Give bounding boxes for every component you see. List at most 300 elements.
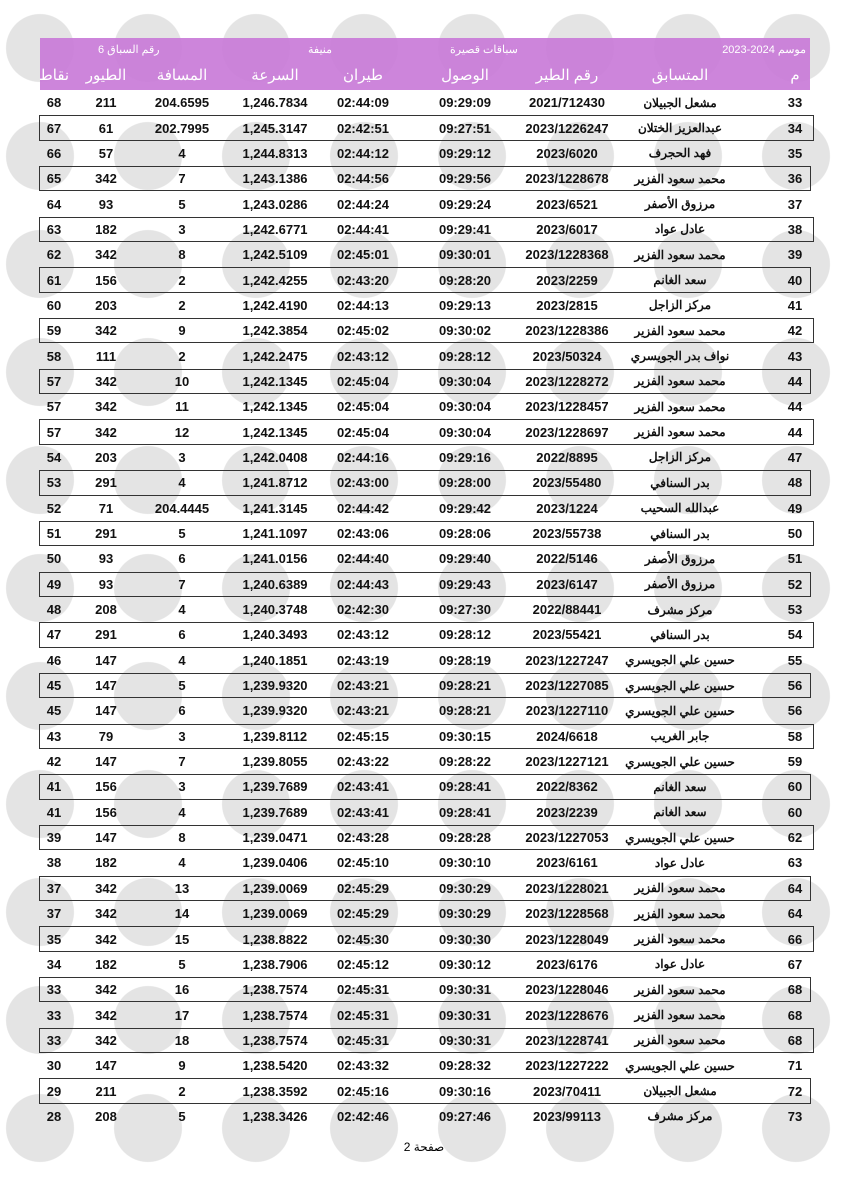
cell-distance: 7 xyxy=(178,171,186,187)
cell-competitor: عادل عواد xyxy=(654,855,706,870)
cell-points: 45 xyxy=(46,678,62,694)
col-arrival: الوصول xyxy=(441,67,489,84)
cell-rank: 35 xyxy=(787,145,803,161)
cell-rank: 34 xyxy=(787,120,803,136)
cell-birds: 342 xyxy=(95,906,117,922)
cell-points: 43 xyxy=(46,728,62,744)
table-row xyxy=(39,1028,814,1053)
cell-ring: 2023/1228021 xyxy=(525,880,609,896)
table-row xyxy=(39,876,811,901)
cell-rank: 44 xyxy=(787,424,803,440)
cell-speed: 1,238.3592 xyxy=(242,1083,308,1099)
cell-speed: 1,240.3493 xyxy=(242,627,308,643)
cell-speed: 1,243.0286 xyxy=(242,196,308,212)
cell-arrival: 09:30:04 xyxy=(438,424,492,440)
cell-points: 60 xyxy=(46,297,62,313)
cell-points: 67 xyxy=(46,120,62,136)
cell-arrival: 09:28:22 xyxy=(438,754,492,770)
cell-speed: 1,239.0471 xyxy=(242,830,308,846)
cell-ring: 2023/1228046 xyxy=(525,982,609,998)
cell-flight: 02:43:12 xyxy=(336,348,390,364)
cell-flight: 02:44:56 xyxy=(336,171,390,187)
race-type-label: سباقات قصيرة xyxy=(450,44,518,56)
cell-birds: 147 xyxy=(95,1058,117,1074)
table-row xyxy=(39,267,811,292)
cell-distance: 7 xyxy=(178,576,186,592)
cell-flight: 02:44:43 xyxy=(336,576,390,592)
cell-competitor: عبدالله السحيب xyxy=(640,501,720,516)
cell-rank: 59 xyxy=(787,754,803,770)
table-row xyxy=(40,749,810,774)
table-row xyxy=(40,648,810,673)
cell-competitor: محمد سعود الفزير xyxy=(634,1033,726,1048)
cell-distance: 3 xyxy=(178,728,186,744)
cell-competitor: حسين علي الجويسري xyxy=(625,830,735,845)
cell-distance: 4 xyxy=(178,855,186,871)
cell-birds: 147 xyxy=(95,652,117,668)
table-row xyxy=(39,724,814,749)
cell-points: 57 xyxy=(46,373,62,389)
cell-birds: 291 xyxy=(95,526,117,542)
cell-speed: 1,241.8712 xyxy=(242,475,308,491)
season-label: موسم 2024-2023 xyxy=(722,44,806,56)
cell-competitor: محمد سعود الفزير xyxy=(634,1008,726,1023)
cell-points: 42 xyxy=(46,754,62,770)
cell-competitor: حسين علي الجويسري xyxy=(625,1058,735,1073)
table-row xyxy=(40,445,810,470)
cell-rank: 47 xyxy=(787,449,803,465)
cell-distance: 4 xyxy=(178,475,186,491)
cell-arrival: 09:28:41 xyxy=(438,779,492,795)
cell-flight: 02:44:41 xyxy=(336,221,390,237)
cell-arrival: 09:29:56 xyxy=(438,171,492,187)
cell-points: 47 xyxy=(46,627,62,643)
cell-points: 41 xyxy=(46,779,62,795)
cell-distance: 6 xyxy=(178,627,186,643)
cell-competitor: مرزوق الأصفر xyxy=(644,197,716,212)
cell-arrival: 09:30:02 xyxy=(438,323,492,339)
cell-points: 58 xyxy=(46,348,62,364)
cell-speed: 1,242.1345 xyxy=(242,424,308,440)
table-row xyxy=(40,141,810,166)
cell-points: 52 xyxy=(46,500,62,516)
cell-arrival: 09:28:19 xyxy=(438,652,492,668)
cell-competitor: حسين علي الجويسري xyxy=(625,678,735,693)
cell-ring: 2023/1228697 xyxy=(525,424,609,440)
cell-rank: 49 xyxy=(787,500,803,516)
cell-flight: 02:43:19 xyxy=(336,652,390,668)
cell-distance: 5 xyxy=(178,196,186,212)
cell-rank: 58 xyxy=(787,728,803,744)
cell-speed: 1,238.7906 xyxy=(242,956,308,972)
cell-rank: 55 xyxy=(787,652,803,668)
cell-points: 38 xyxy=(46,855,62,871)
cell-flight: 02:45:10 xyxy=(336,855,390,871)
table-row xyxy=(40,90,810,115)
cell-speed: 1,241.3145 xyxy=(242,500,308,516)
cell-ring: 2023/1228678 xyxy=(525,171,609,187)
cell-points: 34 xyxy=(46,956,62,972)
cell-competitor: محمد سعود الفزير xyxy=(634,323,726,338)
cell-speed: 1,238.7574 xyxy=(242,1032,308,1048)
cell-ring: 2023/1227247 xyxy=(525,652,609,668)
cell-speed: 1,240.3748 xyxy=(242,602,308,618)
cell-ring: 2023/55480 xyxy=(532,475,602,491)
cell-rank: 33 xyxy=(787,95,803,111)
cell-competitor: محمد سعود الفزير xyxy=(634,171,726,186)
table-row xyxy=(40,800,810,825)
table-row xyxy=(39,774,811,799)
cell-distance: 16 xyxy=(174,982,190,998)
cell-arrival: 09:29:16 xyxy=(438,449,492,465)
cell-arrival: 09:28:00 xyxy=(438,475,492,491)
cell-rank: 64 xyxy=(787,906,803,922)
cell-competitor: عادل عواد xyxy=(654,222,706,237)
cell-birds: 342 xyxy=(95,1032,117,1048)
table-row xyxy=(40,1104,810,1129)
cell-points: 57 xyxy=(46,399,62,415)
cell-speed: 1,244.8313 xyxy=(242,145,308,161)
cell-birds: 93 xyxy=(98,196,114,212)
cell-flight: 02:45:04 xyxy=(336,399,390,415)
cell-distance: 204.4445 xyxy=(154,500,210,516)
cell-birds: 79 xyxy=(98,728,114,744)
cell-birds: 182 xyxy=(95,956,117,972)
cell-speed: 1,243.1386 xyxy=(242,171,308,187)
cell-points: 54 xyxy=(46,449,62,465)
cell-birds: 291 xyxy=(95,475,117,491)
cell-points: 33 xyxy=(46,1032,62,1048)
cell-arrival: 09:30:15 xyxy=(438,728,492,744)
cell-arrival: 09:28:32 xyxy=(438,1058,492,1074)
cell-ring: 2022/8895 xyxy=(536,449,598,465)
cell-competitor: محمد سعود الفزير xyxy=(634,399,726,414)
cell-points: 29 xyxy=(46,1083,62,1099)
cell-competitor: نواف بدر الجويسري xyxy=(630,349,730,364)
cell-distance: 4 xyxy=(178,602,186,618)
cell-distance: 2 xyxy=(178,297,186,313)
cell-flight: 02:45:02 xyxy=(336,323,390,339)
cell-competitor: محمد سعود الفزير xyxy=(634,425,726,440)
cell-points: 63 xyxy=(46,221,62,237)
cell-points: 65 xyxy=(46,171,62,187)
cell-points: 61 xyxy=(46,272,62,288)
cell-ring: 2023/1228568 xyxy=(525,906,609,922)
table-row xyxy=(39,622,814,647)
cell-speed: 1,242.5109 xyxy=(242,247,308,263)
cell-distance: 4 xyxy=(178,804,186,820)
cell-rank: 72 xyxy=(787,1083,803,1099)
cell-ring: 2023/2815 xyxy=(536,297,598,313)
cell-arrival: 09:30:04 xyxy=(438,373,492,389)
cell-flight: 02:43:00 xyxy=(336,475,390,491)
cell-distance: 5 xyxy=(178,526,186,542)
cell-ring: 2023/6147 xyxy=(536,576,598,592)
col-rank: م xyxy=(790,67,800,84)
cell-flight: 02:43:41 xyxy=(336,804,390,820)
cell-distance: 15 xyxy=(174,931,190,947)
cell-speed: 1,242.1345 xyxy=(242,373,308,389)
cell-flight: 02:45:16 xyxy=(336,1083,390,1099)
cell-birds: 182 xyxy=(95,855,117,871)
table-row xyxy=(39,470,811,495)
cell-birds: 203 xyxy=(95,449,117,465)
cell-rank: 68 xyxy=(787,1032,803,1048)
cell-rank: 43 xyxy=(787,348,803,364)
table-row xyxy=(39,1078,811,1103)
cell-birds: 291 xyxy=(95,627,117,643)
cell-rank: 38 xyxy=(787,221,803,237)
cell-birds: 342 xyxy=(95,880,117,896)
cell-speed: 1,240.1851 xyxy=(242,652,308,668)
cell-arrival: 09:29:12 xyxy=(438,145,492,161)
table-row xyxy=(39,369,811,394)
cell-ring: 2023/2239 xyxy=(536,804,598,820)
cell-distance: 13 xyxy=(174,880,190,896)
cell-birds: 208 xyxy=(95,602,117,618)
table-row xyxy=(39,977,811,1002)
cell-flight: 02:45:29 xyxy=(336,880,390,896)
cell-distance: 11 xyxy=(175,399,189,415)
table-row xyxy=(40,191,810,216)
cell-competitor: مركز مشرف xyxy=(647,1109,713,1124)
cell-arrival: 09:27:30 xyxy=(438,602,492,618)
cell-arrival: 09:30:12 xyxy=(438,956,492,972)
cell-rank: 60 xyxy=(787,804,803,820)
cell-points: 37 xyxy=(46,880,62,896)
cell-points: 46 xyxy=(46,652,62,668)
cell-points: 45 xyxy=(46,703,62,719)
cell-ring: 2023/1228457 xyxy=(525,399,609,415)
cell-flight: 02:45:30 xyxy=(336,931,390,947)
cell-ring: 2023/6020 xyxy=(536,145,598,161)
cell-ring: 2023/55421 xyxy=(532,627,602,643)
cell-points: 39 xyxy=(46,830,62,846)
cell-ring: 2023/6521 xyxy=(536,196,598,212)
cell-arrival: 09:29:41 xyxy=(438,221,492,237)
cell-birds: 208 xyxy=(95,1108,117,1124)
cell-birds: 342 xyxy=(95,982,117,998)
cell-arrival: 09:30:29 xyxy=(438,906,492,922)
table-row xyxy=(40,597,810,622)
table-row xyxy=(40,242,810,267)
cell-birds: 156 xyxy=(95,804,117,820)
table-row xyxy=(39,166,811,191)
cell-arrival: 09:28:12 xyxy=(438,348,492,364)
col-competitor: المتسابق xyxy=(651,67,709,84)
cell-ring: 2023/1226247 xyxy=(525,120,609,136)
cell-rank: 63 xyxy=(787,855,803,871)
cell-distance: 204.6595 xyxy=(154,95,210,111)
cell-birds: 211 xyxy=(95,1083,117,1099)
cell-ring: 2023/1228676 xyxy=(525,1007,609,1023)
cell-speed: 1,238.7574 xyxy=(242,982,308,998)
cell-rank: 68 xyxy=(787,1007,803,1023)
cell-speed: 1,242.4255 xyxy=(242,272,308,288)
table-row xyxy=(40,343,810,368)
cell-flight: 02:44:12 xyxy=(336,145,390,161)
cell-points: 51 xyxy=(46,526,62,542)
cell-competitor: سعد الغانم xyxy=(653,805,707,820)
cell-competitor: بدر السنافي xyxy=(650,475,710,490)
table-row xyxy=(39,926,814,951)
cell-distance: 8 xyxy=(178,830,186,846)
cell-speed: 1,238.5420 xyxy=(242,1058,308,1074)
cell-flight: 02:45:29 xyxy=(336,906,390,922)
cell-ring: 2023/6161 xyxy=(536,855,598,871)
cell-ring: 2023/6176 xyxy=(536,956,598,972)
results-table xyxy=(40,90,810,1129)
cell-points: 62 xyxy=(46,247,62,263)
cell-speed: 1,239.8055 xyxy=(242,754,308,770)
cell-arrival: 09:27:46 xyxy=(438,1108,492,1124)
cell-competitor: مركز الزاجل xyxy=(648,298,712,313)
cell-flight: 02:45:31 xyxy=(336,1007,390,1023)
cell-points: 53 xyxy=(46,475,62,491)
col-ring: رقم الطير xyxy=(535,67,599,84)
cell-competitor: محمد سعود الفزير xyxy=(634,247,726,262)
cell-competitor: عادل عواد xyxy=(654,957,706,972)
cell-arrival: 09:29:43 xyxy=(438,576,492,592)
cell-flight: 02:43:32 xyxy=(336,1058,390,1074)
cell-competitor: مركز الزاجل xyxy=(648,450,712,465)
cell-points: 64 xyxy=(46,196,62,212)
cell-points: 57 xyxy=(46,424,62,440)
cell-arrival: 09:28:21 xyxy=(438,703,492,719)
cell-flight: 02:44:13 xyxy=(336,297,390,313)
cell-arrival: 09:28:41 xyxy=(438,804,492,820)
cell-birds: 147 xyxy=(95,678,117,694)
cell-points: 33 xyxy=(46,982,62,998)
cell-speed: 1,242.6771 xyxy=(242,221,308,237)
cell-birds: 211 xyxy=(95,95,117,111)
cell-ring: 2023/1227110 xyxy=(525,703,609,719)
cell-points: 33 xyxy=(46,1007,62,1023)
cell-arrival: 09:28:12 xyxy=(438,627,492,643)
cell-flight: 02:44:09 xyxy=(336,95,390,111)
cell-competitor: مشعل الجبيلان xyxy=(643,95,717,110)
cell-competitor: فهد الحجرف xyxy=(648,146,712,161)
cell-arrival: 09:29:24 xyxy=(438,196,492,212)
cell-ring: 2022/88441 xyxy=(532,602,602,618)
cell-rank: 48 xyxy=(787,475,803,491)
cell-birds: 342 xyxy=(95,171,117,187)
cell-distance: 9 xyxy=(178,1058,186,1074)
cell-rank: 36 xyxy=(787,171,803,187)
table-row xyxy=(39,825,814,850)
cell-birds: 342 xyxy=(95,373,117,389)
cell-birds: 156 xyxy=(95,779,117,795)
cell-competitor: مرزوق الأصفر xyxy=(644,577,716,592)
cell-speed: 1,242.4190 xyxy=(242,297,308,313)
cell-competitor: محمد سعود الفزير xyxy=(634,906,726,921)
cell-competitor: عبدالعزيز الختلان xyxy=(637,121,723,136)
cell-points: 48 xyxy=(46,602,62,618)
cell-speed: 1,246.7834 xyxy=(242,95,308,111)
cell-rank: 66 xyxy=(787,931,803,947)
cell-speed: 1,239.9320 xyxy=(242,678,308,694)
cell-ring: 2023/6017 xyxy=(536,221,598,237)
cell-flight: 02:44:24 xyxy=(336,196,390,212)
table-row xyxy=(39,115,814,140)
cell-distance: 4 xyxy=(178,652,186,668)
cell-distance: 5 xyxy=(178,678,186,694)
table-row xyxy=(40,394,810,419)
table-row xyxy=(40,1053,810,1078)
cell-rank: 50 xyxy=(787,526,803,542)
cell-flight: 02:45:04 xyxy=(336,424,390,440)
cell-distance: 4 xyxy=(178,145,186,161)
cell-ring: 2021/712430 xyxy=(529,95,605,111)
table-row xyxy=(40,1002,810,1027)
cell-speed: 1,242.3854 xyxy=(242,323,308,339)
cell-arrival: 09:29:40 xyxy=(438,551,492,567)
cell-distance: 14 xyxy=(174,906,190,922)
table-row xyxy=(40,293,810,318)
cell-flight: 02:42:46 xyxy=(336,1108,390,1124)
cell-flight: 02:45:31 xyxy=(336,982,390,998)
cell-arrival: 09:27:51 xyxy=(438,120,492,136)
cell-ring: 2023/1227053 xyxy=(525,830,609,846)
cell-rank: 60 xyxy=(787,779,803,795)
cell-competitor: جابر الغريب xyxy=(650,729,710,744)
cell-competitor: بدر السنافي xyxy=(650,627,710,642)
col-speed: السرعة xyxy=(251,67,299,84)
cell-points: 59 xyxy=(46,323,62,339)
cell-points: 35 xyxy=(46,931,62,947)
cell-rank: 41 xyxy=(787,297,803,313)
cell-distance: 7 xyxy=(178,754,186,770)
cell-distance: 202.7995 xyxy=(154,120,210,136)
cell-birds: 342 xyxy=(95,399,117,415)
cell-birds: 182 xyxy=(95,221,117,237)
cell-ring: 2024/6618 xyxy=(536,728,598,744)
cell-rank: 56 xyxy=(787,678,803,694)
table-row xyxy=(40,850,810,875)
cell-points: 37 xyxy=(46,906,62,922)
cell-speed: 1,239.7689 xyxy=(242,804,308,820)
cell-speed: 1,238.3426 xyxy=(242,1108,308,1124)
page-number: صفحة 2 xyxy=(403,1140,445,1154)
cell-ring: 2023/1227222 xyxy=(525,1058,609,1074)
cell-speed: 1,239.8112 xyxy=(242,728,308,744)
cell-arrival: 09:30:31 xyxy=(438,1032,492,1048)
cell-points: 50 xyxy=(46,551,62,567)
cell-distance: 17 xyxy=(174,1007,190,1023)
cell-speed: 1,240.6389 xyxy=(242,576,308,592)
table-row xyxy=(39,673,811,698)
cell-ring: 2023/99113 xyxy=(533,1108,601,1124)
cell-ring: 2023/70411 xyxy=(533,1083,601,1099)
cell-distance: 10 xyxy=(174,373,190,389)
cell-flight: 02:43:21 xyxy=(336,678,390,694)
cell-rank: 52 xyxy=(787,576,803,592)
table-row xyxy=(40,952,810,977)
cell-birds: 147 xyxy=(95,754,117,770)
cell-arrival: 09:30:31 xyxy=(438,982,492,998)
cell-birds: 147 xyxy=(95,830,117,846)
cell-arrival: 09:30:04 xyxy=(438,399,492,415)
cell-rank: 53 xyxy=(787,602,803,618)
location-label: منيفة xyxy=(308,44,332,56)
col-flight: طيران xyxy=(343,67,383,84)
cell-birds: 342 xyxy=(95,1007,117,1023)
cell-birds: 61 xyxy=(98,120,114,136)
cell-points: 28 xyxy=(46,1108,62,1124)
cell-rank: 68 xyxy=(787,982,803,998)
cell-competitor: حسين علي الجويسري xyxy=(625,703,735,718)
cell-competitor: سعد الغانم xyxy=(653,273,707,288)
